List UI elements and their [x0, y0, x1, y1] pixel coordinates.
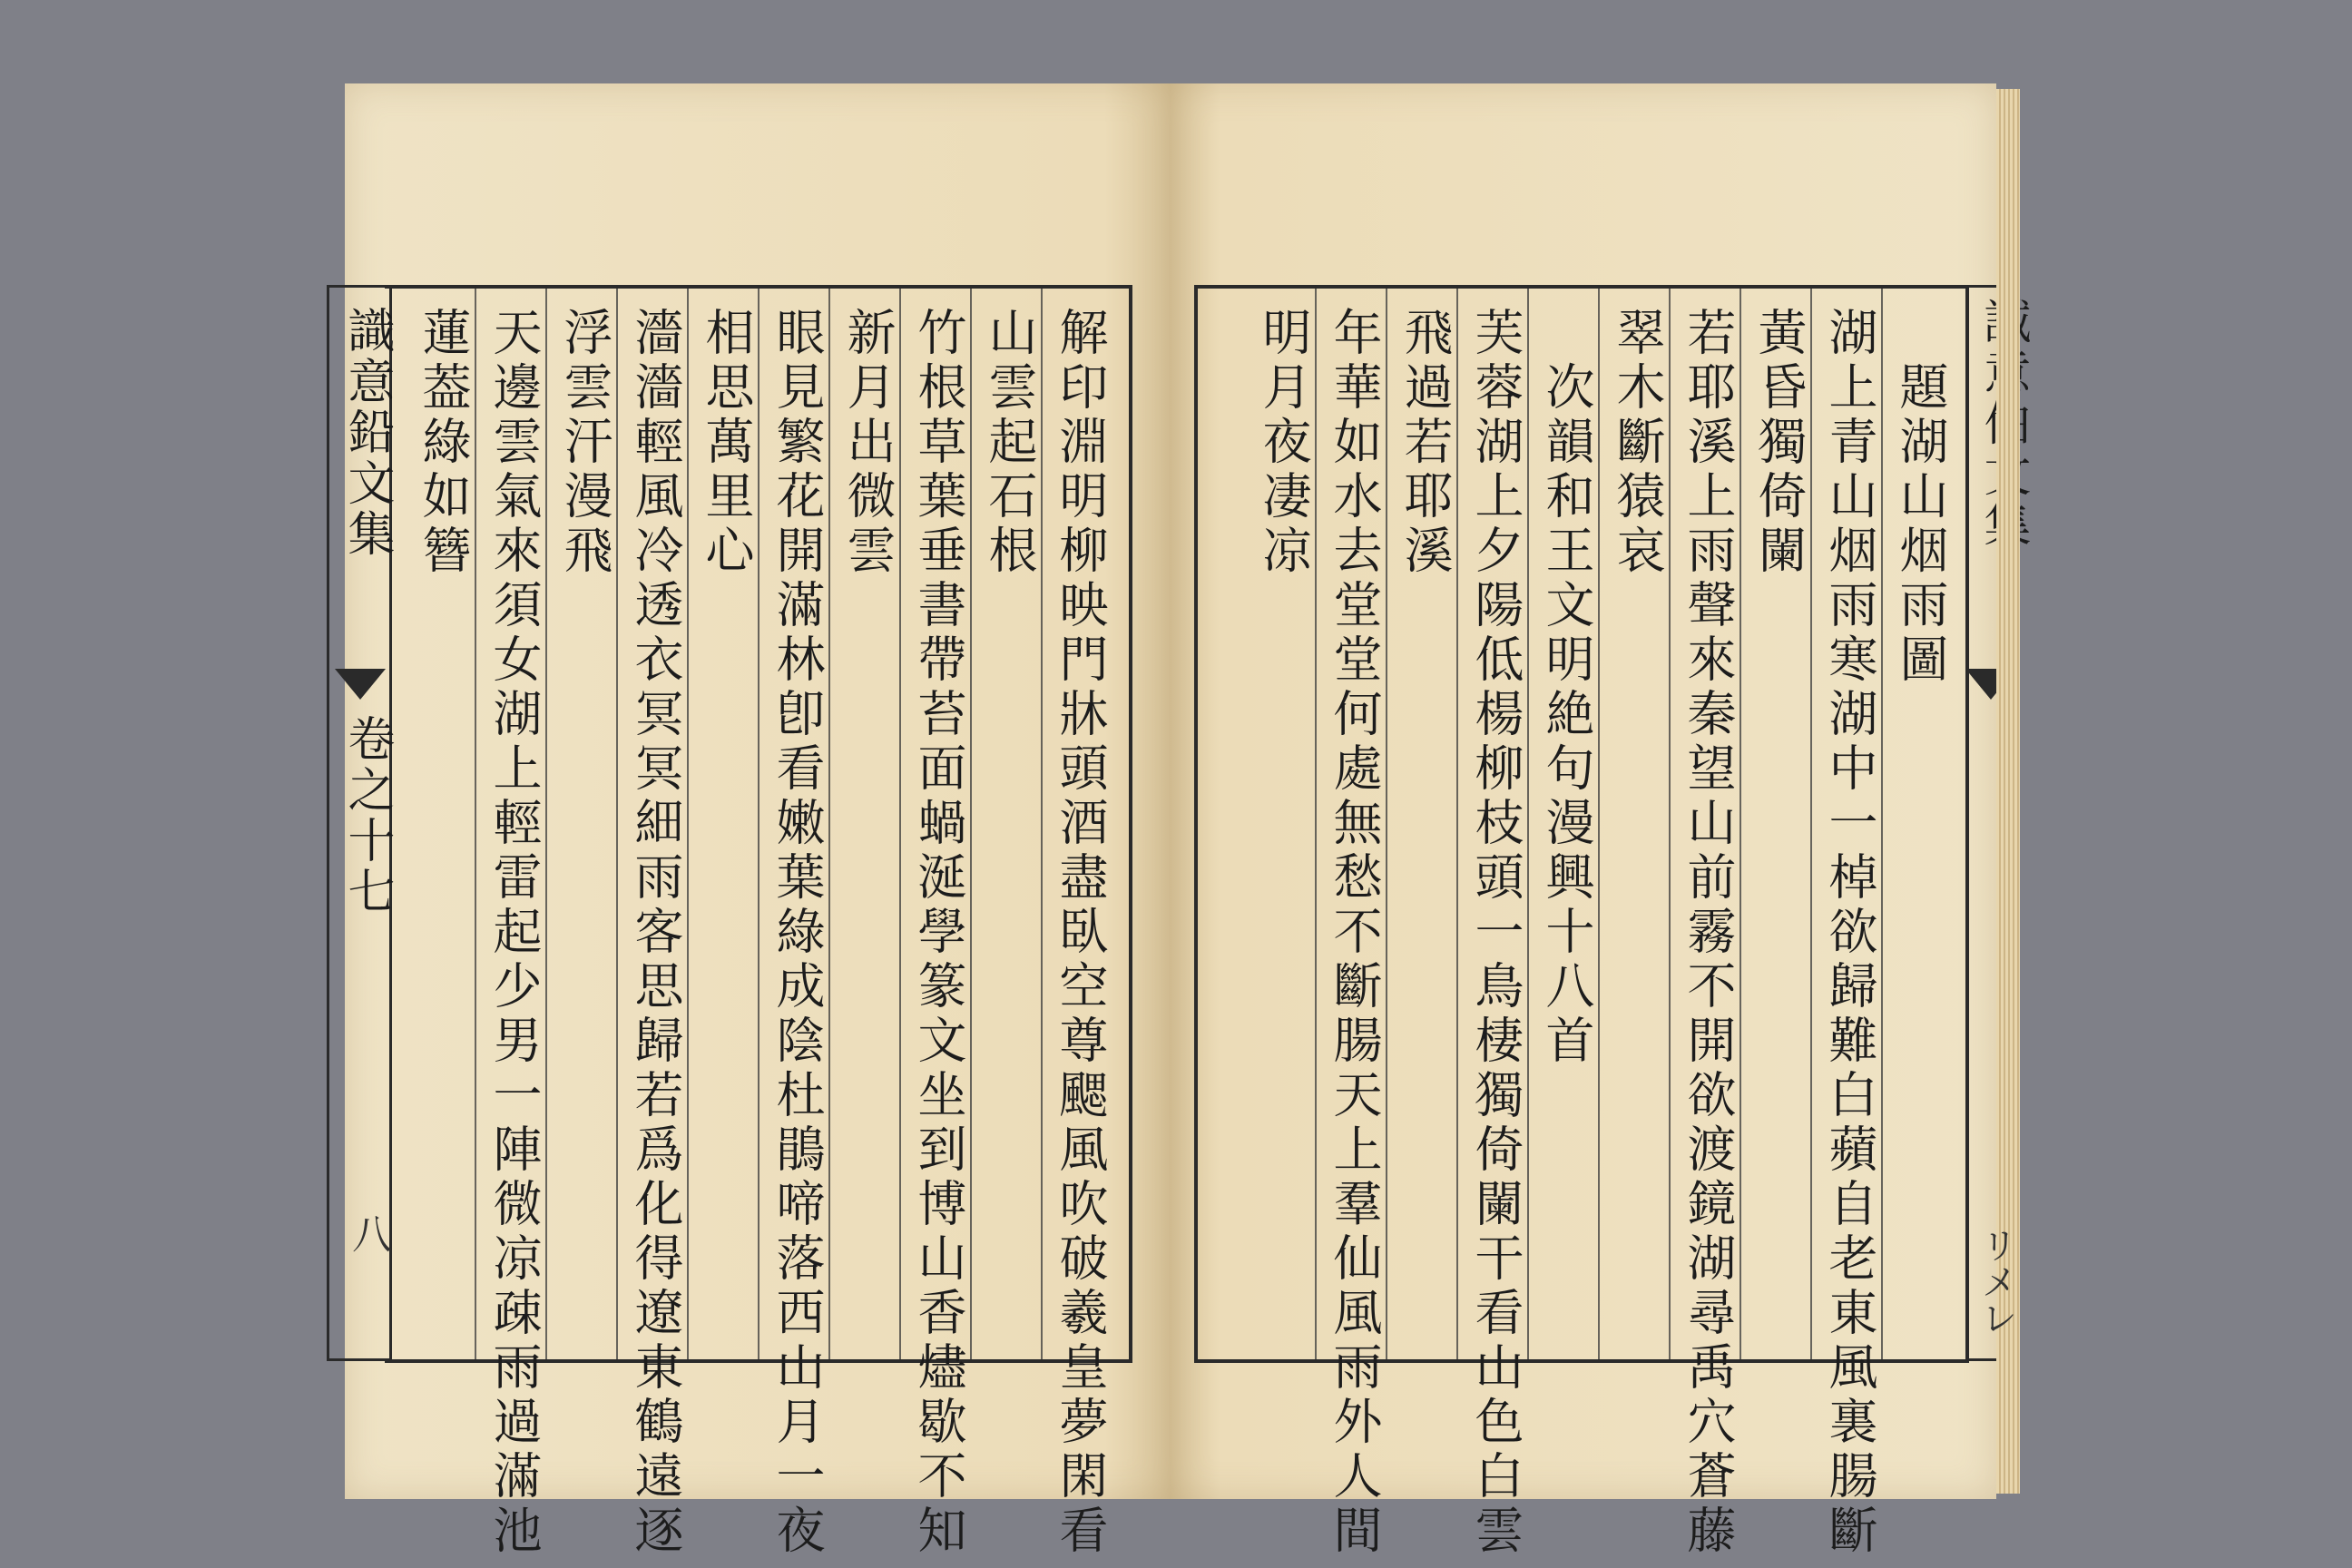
column-rule — [1598, 289, 1600, 1359]
text-column: 天邊雲氣來須女湖上輕雷起少男一陣微凉疎雨過滿池 — [485, 307, 543, 1559]
text-column: 飛過若耶溪 — [1396, 307, 1454, 579]
left-text-frame — [385, 285, 1132, 1559]
right-page — [1171, 83, 1996, 1559]
poem-title: 次韻和王文明絶句漫興十八首 — [1538, 361, 1595, 1069]
column-rule — [899, 289, 901, 1359]
folio-number: 八 — [345, 1213, 391, 1253]
text-column: 新月出微雲 — [839, 307, 897, 579]
column-rule — [1386, 289, 1387, 1359]
text-column: 解印淵明柳映門牀頭酒盡臥空尊颸風吹破羲皇夢閑看 — [1052, 307, 1109, 1559]
column-rule — [1810, 289, 1812, 1359]
left-page — [339, 83, 1171, 1559]
column-rule — [970, 289, 972, 1359]
column-rule — [475, 289, 476, 1359]
text-column: 濇濇輕風冷透衣冥冥細雨客思歸若爲化得遼東鶴遠逐 — [627, 307, 684, 1559]
text-column — [1893, 307, 1947, 688]
poem-title: 題湖山烟雨圖 — [1892, 361, 1949, 688]
text-column: 黃昏獨倚闌 — [1750, 307, 1808, 579]
left-margin-title: 識意鉛文集 — [339, 306, 394, 560]
right-text-frame — [1194, 285, 1969, 1559]
text-column — [1539, 307, 1593, 1069]
text-column: 芙蓉湖上夕陽低楊柳枝頭一鳥棲獨倚闌干看山色白雲 — [1467, 307, 1524, 1559]
open-book — [339, 83, 2017, 1559]
left-block-margin — [327, 285, 392, 1361]
text-column: 眼見繁花開滿林卽看嫩葉綠成陰杜鵑啼落西山月一夜 — [769, 307, 826, 1559]
column-rule — [616, 289, 618, 1359]
column-rule — [1669, 289, 1671, 1359]
column-rule — [1456, 289, 1458, 1359]
text-column: 山雲起石根 — [981, 307, 1038, 579]
text-column: 浮雲汗漫飛 — [556, 307, 613, 579]
fish-tail-mark — [335, 669, 386, 700]
text-column: 湖上青山烟雨寒湖中一棹欲歸難白蘋自老東風裏腸斷 — [1821, 307, 1878, 1559]
text-column: 明月夜凄凉 — [1255, 307, 1312, 579]
left-margin-juan: 卷之十七 — [339, 714, 394, 917]
text-column: 竹根草葉垂書帶苔面蝸涎學篆文坐到博山香燼歇不知 — [910, 307, 967, 1559]
column-rule — [1041, 289, 1043, 1359]
column-rule — [1527, 289, 1529, 1359]
edge-annotation: リメレ — [1975, 1227, 2017, 1336]
text-column: 翠木斷猿哀 — [1609, 307, 1666, 579]
column-rule — [1315, 289, 1317, 1359]
text-column: 年華如水去堂堂何處無愁不斷腸天上羣仙風雨外人間 — [1326, 307, 1383, 1559]
text-column: 若耶溪上雨聲來秦望山前霧不開欲渡鏡湖尋禹穴蒼藤 — [1680, 307, 1737, 1559]
column-rule — [545, 289, 547, 1359]
text-column: 蓮葢綠如簪 — [415, 307, 472, 579]
column-rule — [687, 289, 689, 1359]
column-rule — [828, 289, 830, 1359]
column-rule — [758, 289, 760, 1359]
column-rule — [1881, 289, 1883, 1359]
text-column: 相思萬里心 — [698, 307, 755, 579]
column-rule — [1740, 289, 1741, 1359]
